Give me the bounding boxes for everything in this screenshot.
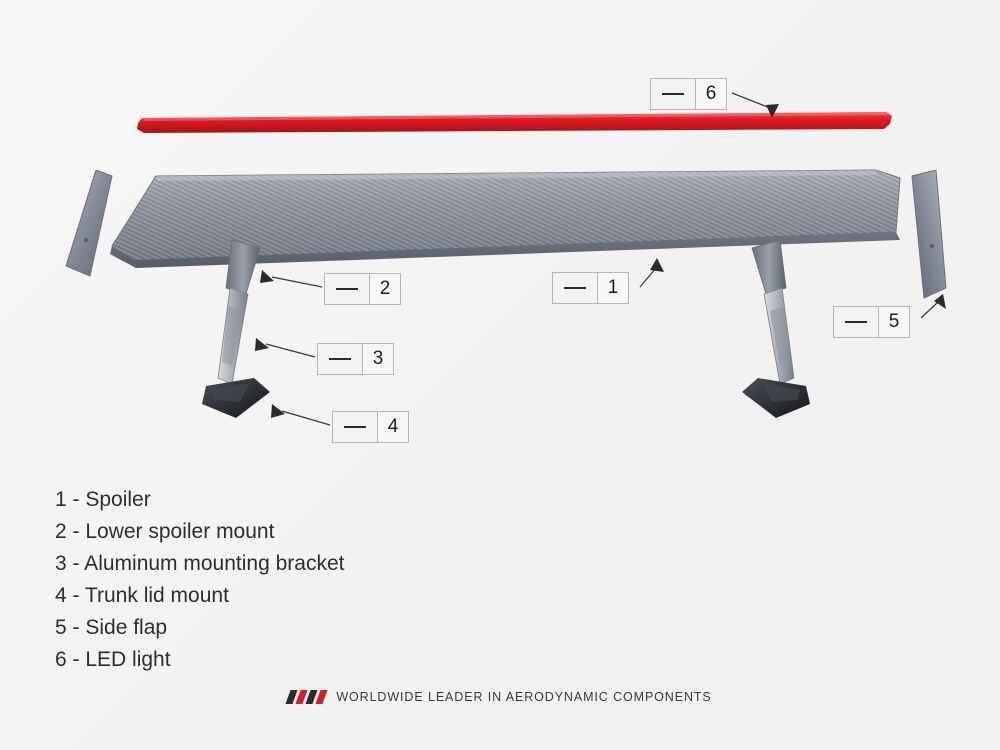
brand-stripes-icon — [286, 690, 328, 704]
legend-item: 4 - Trunk lid mount — [55, 584, 229, 607]
callout-number: 6 — [696, 79, 726, 109]
callout-dash-icon — [651, 79, 696, 109]
footer-tagline: WORLDWIDE LEADER IN AERODYNAMIC COMPONENTS — [336, 690, 712, 704]
callout-1 — [552, 272, 629, 304]
legend-item: 2 - Lower spoiler mount — [55, 520, 275, 543]
legend-item: 1 - Spoiler — [55, 488, 151, 511]
callout-number: 1 — [598, 273, 628, 303]
legend-item: 5 - Side flap — [55, 616, 168, 639]
callout-dash-icon — [834, 307, 879, 337]
callout-dash-icon — [333, 412, 378, 442]
legend-item: 6 - LED light — [55, 648, 171, 671]
legend-item: 3 - Aluminum mounting bracket — [55, 552, 345, 575]
mount-assembly-part — [196, 236, 816, 446]
parts-legend — [55, 484, 575, 676]
callout-number: 3 — [363, 344, 393, 374]
callout-dash-icon — [325, 274, 370, 304]
callout-dash-icon — [318, 344, 363, 374]
side-flap-left-part — [62, 170, 114, 280]
callout-4 — [332, 411, 409, 443]
footer — [0, 690, 1000, 704]
callout-3 — [317, 343, 394, 375]
callout-dash-icon — [553, 273, 598, 303]
callout-6 — [650, 78, 727, 110]
callout-2 — [324, 273, 401, 305]
callout-number: 2 — [370, 274, 400, 304]
led-light-part — [136, 112, 892, 134]
callout-number: 4 — [378, 412, 408, 442]
callout-5 — [833, 306, 910, 338]
callout-number: 5 — [879, 307, 909, 337]
side-flap-right-part — [896, 170, 950, 302]
